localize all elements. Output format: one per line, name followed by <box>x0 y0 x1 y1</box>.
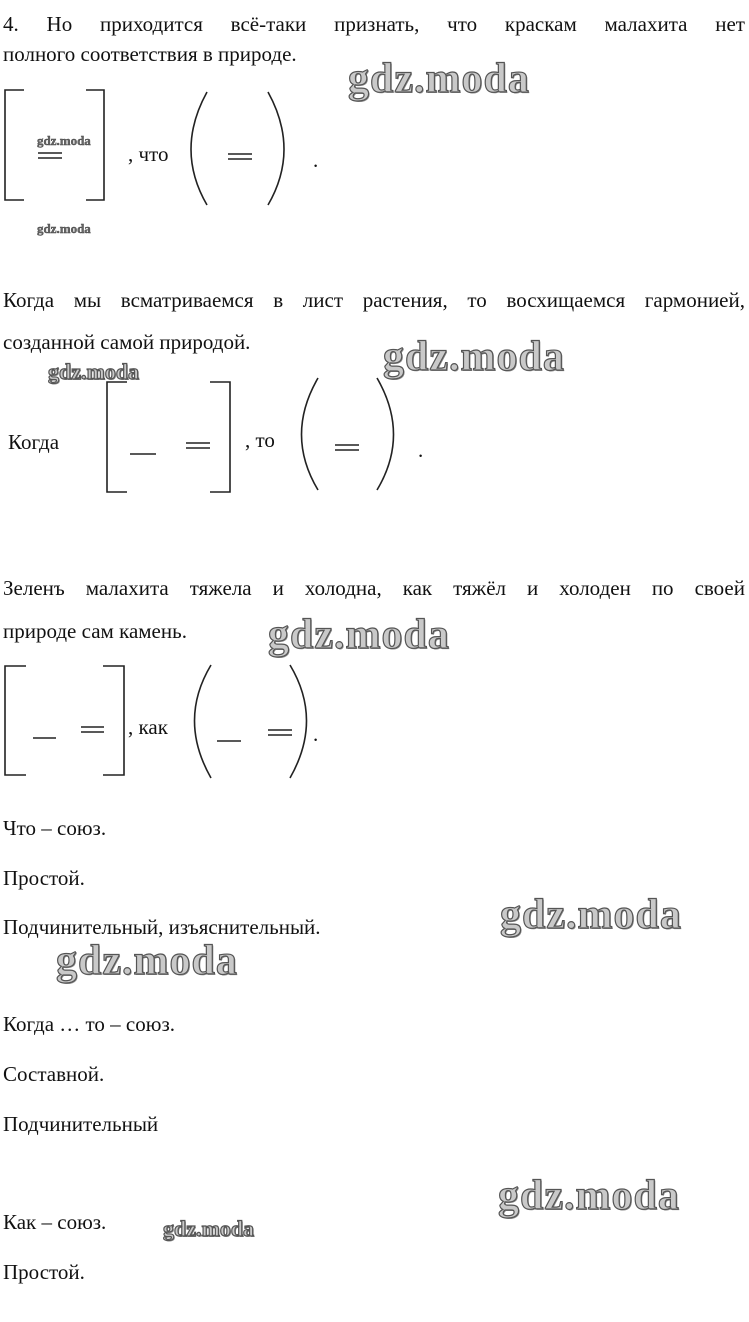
sentence-3-line-2: природе сам камень. <box>3 619 187 643</box>
watermark: gdz.moda <box>348 56 530 102</box>
watermark: gdz.moda <box>163 1216 255 1241</box>
watermark: gdz.moda <box>500 892 682 938</box>
scheme-2-subordinate-clause-parens <box>302 378 394 490</box>
scheme-2-conjunction: , то <box>245 428 275 452</box>
analysis-line-4: Когда … то – союз. <box>3 1012 175 1036</box>
scheme-1-subordinate-clause-parens <box>191 92 284 205</box>
sentence-1-line-1: 4. Но приходится всё-таки признать, что краскам малахита нет <box>3 12 745 36</box>
analysis-line-1: Что – союз. <box>3 816 107 840</box>
scheme-1-period: . <box>313 148 319 172</box>
scheme-3-conjunction: , как <box>128 715 168 739</box>
watermark: gdz.moda <box>268 612 450 658</box>
analysis-line-2: Простой. <box>3 866 85 890</box>
analysis-line-5: Составной. <box>3 1062 105 1086</box>
analysis-line-3: Подчинительный, изъяснительный. <box>3 915 321 939</box>
scheme-3-period: . <box>313 722 319 746</box>
scheme-2-period: . <box>418 438 424 462</box>
sentence-2-line-1: Когда мы всматриваемся в лист растения, то восхищаемся гармонией, <box>3 288 745 312</box>
scheme-2-prefix: Когда <box>8 430 60 454</box>
analysis-line-7: Как – союз. <box>3 1210 107 1234</box>
scheme-3-main-clause-bracket <box>5 666 124 775</box>
watermark: gdz.moda <box>56 938 238 984</box>
sentence-3-line-1: Зеленъ малахита тяжела и холодна, как тяжёл и холоден по своей <box>3 576 745 600</box>
watermark: gdz.moda <box>383 334 565 380</box>
sentence-2-line-2: созданной самой природой. <box>3 330 251 354</box>
scheme-3-subordinate-clause-parens <box>195 665 307 778</box>
analysis-line-6: Подчинительный <box>3 1112 159 1136</box>
scheme-1-conjunction: , что <box>128 142 169 166</box>
analysis-line-8: Простой. <box>3 1260 85 1284</box>
sentence-1-line-2: полного соответствия в природе. <box>3 42 297 66</box>
watermark: gdz.moda <box>48 359 140 384</box>
watermark: gdz.moda <box>37 221 91 236</box>
watermark: gdz.moda <box>37 133 91 148</box>
scheme-2-main-clause-bracket <box>107 382 230 492</box>
watermark: gdz.moda <box>498 1173 680 1219</box>
